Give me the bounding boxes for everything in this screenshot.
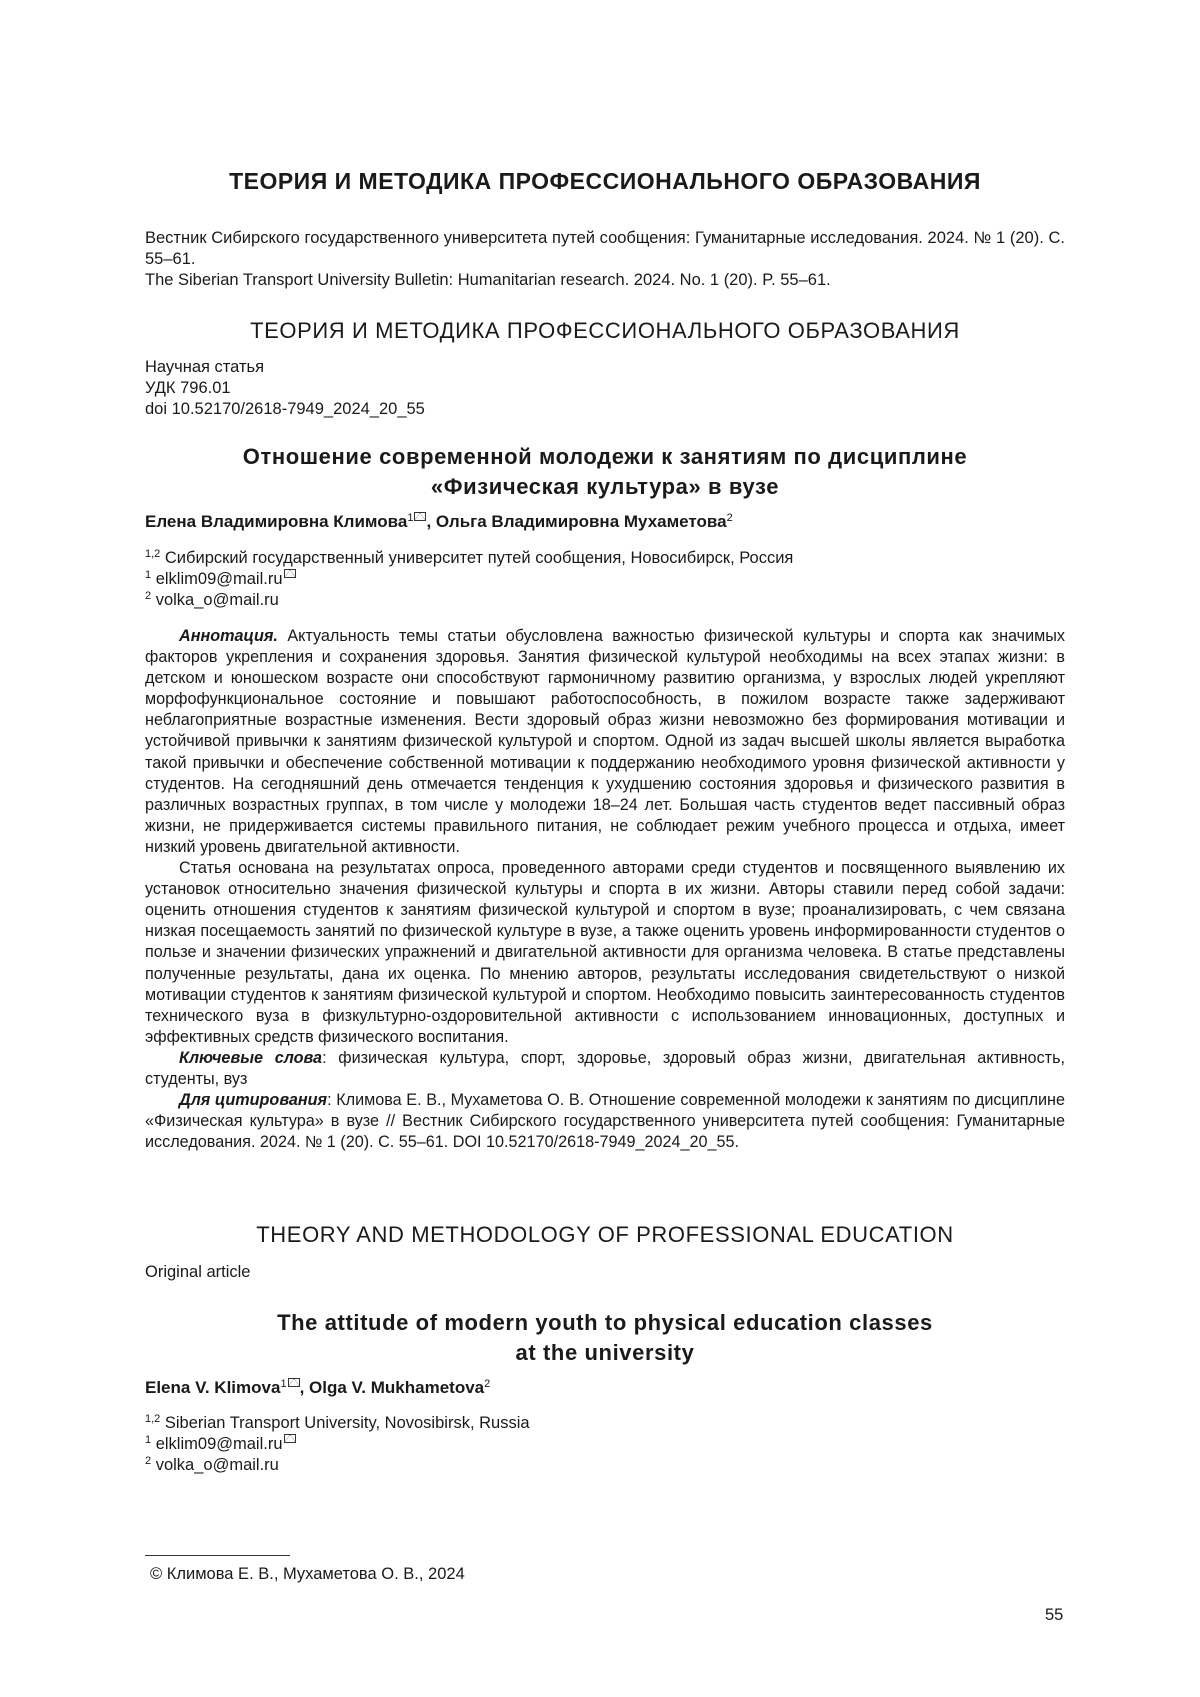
author-index: 2 <box>727 512 733 524</box>
bulletin-reference-ru: Вестник Сибирского государственного университета путей сообщения: Гуманитарные исследования. 2024. № 1 (20). С. 55–61. <box>145 228 1065 270</box>
footnote-divider <box>145 1555 290 1556</box>
author-name: Ольга Владимировна Мухаметова <box>436 512 727 531</box>
email-index: 2 <box>145 1455 151 1467</box>
ru-abstract <box>145 626 1065 1153</box>
citation-label: Для цитирования <box>179 1091 327 1109</box>
ru-title-line-1: Отношение современной молодежи к занятиям по дисциплине <box>145 442 1065 472</box>
en-article-type: Original article <box>145 1262 1065 1283</box>
article-type: Научная статья <box>145 357 1065 378</box>
en-title-line-2: at the university <box>145 1338 1065 1368</box>
en-title-line-1: The attitude of modern youth to physical education classes <box>145 1308 1065 1338</box>
ru-article-meta <box>145 357 1065 420</box>
email-link[interactable]: volka_o@mail.ru <box>156 591 279 609</box>
article-page <box>0 0 1200 1697</box>
email-index: 1 <box>145 1434 151 1446</box>
keywords-label: Ключевые слова <box>179 1049 322 1067</box>
citation: Для цитирования: Климова Е. В., Мухаметова О. В. Отношение современной молодежи к занятиям по дисциплине «Физическая культура» в вузе // Вестник Сибирского государственного университета путей сообщения: Гуманитарные исследования. 2024. № 1 (20). С. 55–61. DOI 10.52170/2618-7949_2024_20_55. <box>145 1090 1065 1153</box>
bulletin-reference-en: The Siberian Transport University Bulletin: Humanitarian research. 2024. No. 1 (20). P. 55–61. <box>145 270 1065 291</box>
en-section-heading: THEORY AND METHODOLOGY OF PROFESSIONAL EDUCATION <box>145 1222 1065 1248</box>
email-link[interactable]: volka_o@mail.ru <box>156 1456 279 1474</box>
abstract-label: Аннотация. <box>179 627 278 645</box>
udk-code: УДК 796.01 <box>145 378 1065 399</box>
en-authors: Elena V. Klimova1 , Olga V. Mukhametova2 <box>145 1378 1065 1398</box>
bulletin-reference <box>145 228 1065 291</box>
affiliation: Siberian Transport University, Novosibirsk, Russia <box>165 1414 530 1432</box>
ru-title-line-2: «Физическая культура» в вузе <box>145 472 1065 502</box>
envelope-icon <box>284 1434 296 1443</box>
email-index: 2 <box>145 590 151 602</box>
author-name: Olga V. Mukhametova <box>309 1378 484 1397</box>
affiliation-index: 1,2 <box>145 548 160 560</box>
doi: doi 10.52170/2618-7949_2024_20_55 <box>145 399 1065 420</box>
affiliation-index: 1,2 <box>145 1413 160 1425</box>
author-index: 2 <box>484 1378 490 1390</box>
ru-authors: Елена Владимировна Климова1 , Ольга Владимировна Мухаметова2 <box>145 512 1065 532</box>
copyright-notice: © Климова Е. В., Мухаметова О. В., 2024 <box>150 1565 465 1584</box>
journal-section-heading: ТЕОРИЯ И МЕТОДИКА ПРОФЕССИОНАЛЬНОГО ОБРАЗОВАНИЯ <box>145 168 1065 195</box>
envelope-icon <box>288 1378 300 1387</box>
abstract-paragraph: Статья основана на результатах опроса, проведенного авторами среди студентов и посвященного выявлению их установок относительно значения физической культуры и спорта в их жизни. Авторы ставили перед собой задачи: оценить отношения студентов к занятиям физической культурой и спортом в вузе; проанализировать, с чем связана низкая посещаемость занятий по физической культуре в вузе, а также оценить уровень информированности студентов о пользе и значении физических упражнений и двигательной активности для организма человека. В статье представлены полученные результаты, дана их оценка. По мнению авторов, результаты исследования свидетельствуют о низкой мотивации студентов к занятиям физической культурой и спортом. Необходимо повысить заинтересованность студентов технического вуза в физкультурно-оздоровительной активности с использованием инновационных, доступных и эффективных средств физического воспитания. <box>145 858 1065 1048</box>
envelope-icon <box>284 569 296 578</box>
envelope-icon <box>414 512 426 521</box>
abstract-paragraph: Аннотация. Актуальность темы статьи обусловлена важностью физической культуры и спорта как значимых факторов укрепления и сохранения здоровья. Занятия физической культурой необходимы на всех этапах жизни: в детском и юношеском возрасте они способствуют гармоничному развитию организма, у взрослых людей укрепляют морфофункциональное состояние и повышают работоспособность, в пожилом возрасте также задерживают неблагоприятные возрастные изменения. Вести здоровый образ жизни невозможно без формирования мотивации и устойчивой привычки к занятиям физической культурой и спортом. Одной из задач высшей школы является выработка такой привычки и обеспечение собственной мотивации к поддержанию необходимого уровня физической активности у студентов. На сегодняшний день отмечается тенденция к ухудшению состояния здоровья и физического развития в различных возрастных группах, в том числе у молодежи 18–24 лет. Большая часть студентов ведет пассивный образ жизни, не придерживается системы правильного питания, не соблюдает режим учебного процесса и отдыха, имеет низкий уровень двигательной активности. <box>145 626 1065 858</box>
en-affiliations <box>145 1413 1065 1476</box>
author-name: Elena V. Klimova <box>145 1378 280 1397</box>
author-index: 1 <box>280 1378 286 1390</box>
author-index: 1 <box>407 512 413 524</box>
ru-article-title <box>145 442 1065 502</box>
email-index: 1 <box>145 569 151 581</box>
keywords: Ключевые слова: физическая культура, спорт, здоровье, здоровый образ жизни, двигательная активность, студенты, вуз <box>145 1048 1065 1090</box>
email-link[interactable]: elklim09@mail.ru <box>156 570 283 588</box>
page-number: 55 <box>1045 1606 1063 1625</box>
ru-section-heading: ТЕОРИЯ И МЕТОДИКА ПРОФЕССИОНАЛЬНОГО ОБРАЗОВАНИЯ <box>145 318 1065 344</box>
affiliation: Сибирский государственный университет путей сообщения, Новосибирск, Россия <box>165 549 793 567</box>
author-name: Елена Владимировна Климова <box>145 512 407 531</box>
ru-affiliations <box>145 548 1065 611</box>
email-link[interactable]: elklim09@mail.ru <box>156 1435 283 1453</box>
en-article-title <box>145 1308 1065 1368</box>
